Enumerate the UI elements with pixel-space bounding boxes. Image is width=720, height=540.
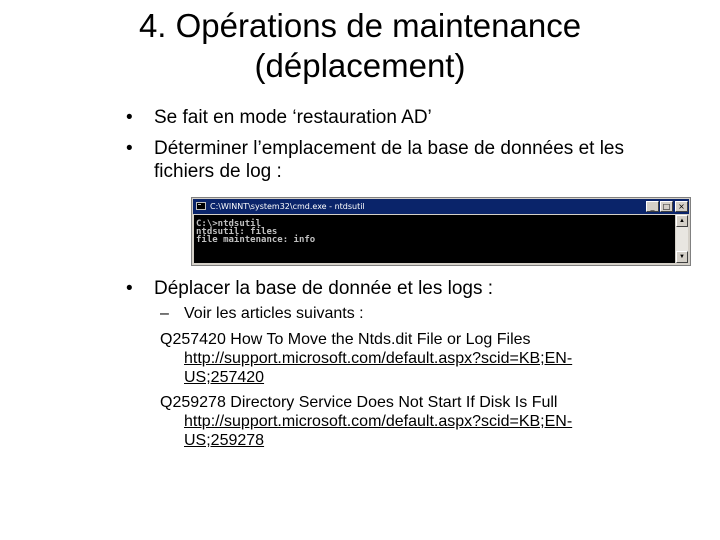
- bullet-text-continued: fichiers de log :: [154, 161, 282, 182]
- minimize-button[interactable]: _: [646, 201, 659, 212]
- article-link-continued[interactable]: US;259278: [184, 432, 265, 449]
- article-title: Q257420 How To Move the Ntds.dit File or Log Files: [160, 331, 531, 348]
- bullet-text: Se fait en mode ‘restauration AD’: [154, 107, 432, 128]
- bullet-text: Déterminer l’emplacement de la base de données et les: [154, 138, 624, 159]
- article-link-continued[interactable]: US;257420: [184, 369, 265, 386]
- scroll-up-icon[interactable]: ▲: [676, 215, 688, 227]
- console-titlebar[interactable]: [193, 199, 689, 214]
- console-line: C:\>ntdsutil: [196, 219, 262, 229]
- slide-title-line-2: (déplacement): [254, 47, 466, 84]
- console-title: C:\WINNT\system32\cmd.exe - ntdsutil: [210, 202, 365, 211]
- console-output[interactable]: [194, 215, 675, 263]
- close-button[interactable]: ×: [675, 201, 688, 212]
- bullet-text: Déplacer la base de donnée et les logs :: [154, 278, 494, 299]
- console-window: [191, 197, 691, 266]
- bullet-dot: •: [126, 278, 133, 299]
- scroll-down-icon[interactable]: ▼: [676, 251, 688, 263]
- bullet-dot: •: [126, 107, 133, 128]
- console-line: file maintenance: info: [196, 235, 316, 245]
- article-title: Q259278 Directory Service Does Not Start If Disk Is Full: [160, 394, 558, 411]
- articles-intro: Voir les articles suivants :: [184, 305, 364, 322]
- article-link[interactable]: http://support.microsoft.com/default.aspx?scid=KB;EN-: [184, 350, 573, 367]
- article-link[interactable]: http://support.microsoft.com/default.aspx?scid=KB;EN-: [184, 413, 573, 430]
- console-line: ntdsutil: files: [196, 227, 278, 237]
- console-scrollbar[interactable]: [676, 215, 688, 263]
- bullet-dot: •: [126, 138, 133, 159]
- slide-title: [60, 6, 660, 86]
- console-app-icon: [196, 202, 206, 210]
- sub-bullet-dash: –: [160, 305, 169, 322]
- slide-title-line-1: 4. Opérations de maintenance: [138, 7, 582, 44]
- maximize-button[interactable]: □: [660, 201, 673, 212]
